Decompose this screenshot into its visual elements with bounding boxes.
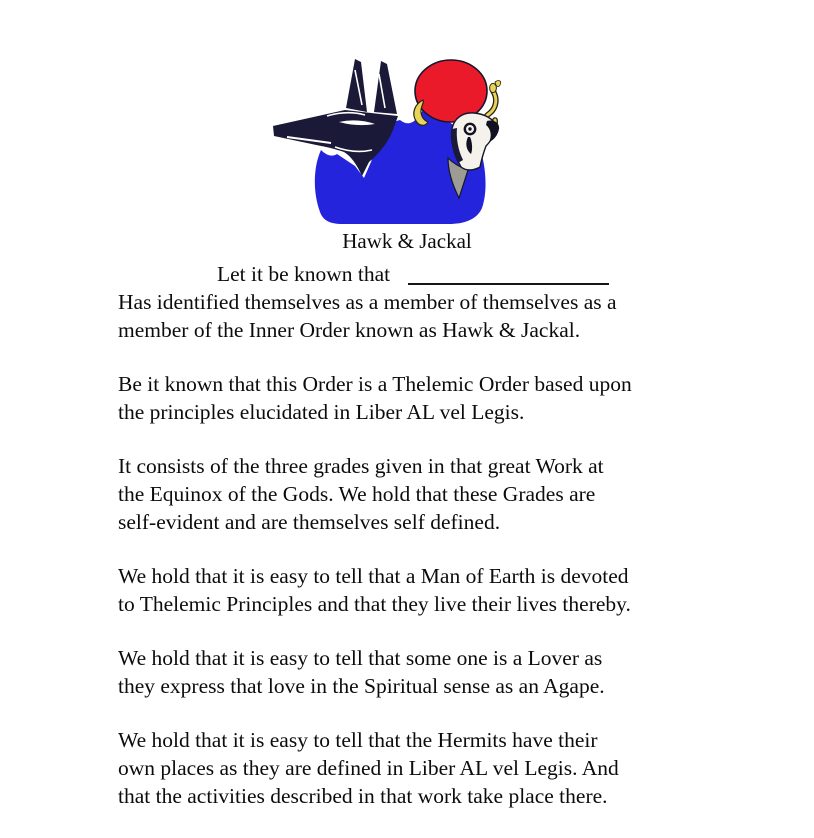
paragraph-2	[118, 452, 632, 536]
text-line: We hold that it is easy to tell that some one is a Lover as	[118, 646, 603, 670]
uraeus-head	[490, 83, 497, 92]
hawk-head-group	[451, 113, 499, 170]
text-line: they express that love in the Spiritual sense as an Agape.	[118, 674, 605, 698]
text-line: that the activities described in that work take place there.	[118, 784, 608, 808]
emblem-caption: Hawk & Jackal	[342, 229, 472, 253]
emblem-graphic	[265, 50, 515, 235]
text-line: own places as they are defined in Liber AL vel Legis. And	[118, 756, 619, 780]
jackal-right-ear	[374, 61, 397, 114]
paragraph-1	[118, 370, 632, 426]
text-line: We hold that it is easy to tell that the Hermits have their	[118, 728, 598, 752]
intro-line-2: Has identified themselves as a member of themselves as a	[118, 290, 617, 314]
text-line: self-evident and are themselves self defined.	[118, 510, 501, 534]
paragraph-4	[118, 644, 632, 700]
text-line: the principles elucidated in Liber AL vel Legis.	[118, 400, 525, 424]
paragraph-3	[118, 562, 632, 618]
name-blank-line	[408, 282, 609, 285]
text-line: to Thelemic Principles and that they live their lives thereby.	[118, 592, 631, 616]
intro-line-1-label: Let it be known that	[217, 262, 391, 286]
document-body	[118, 260, 632, 810]
jackal-left-ear	[346, 59, 367, 112]
intro-line-1	[118, 260, 632, 288]
text-line: It consists of the three grades given in that great Work at	[118, 454, 604, 478]
paragraph-5	[118, 726, 632, 810]
text-line: We hold that it is easy to tell that a Man of Earth is devoted	[118, 564, 629, 588]
text-line: Be it known that this Order is a Thelemic Order based upon	[118, 372, 632, 396]
text-line: the Equinox of the Gods. We hold that these Grades are	[118, 482, 596, 506]
intro-line-3: member of the Inner Order known as Hawk & Jackal.	[118, 318, 581, 342]
hawk-eye-pupil	[468, 127, 471, 130]
